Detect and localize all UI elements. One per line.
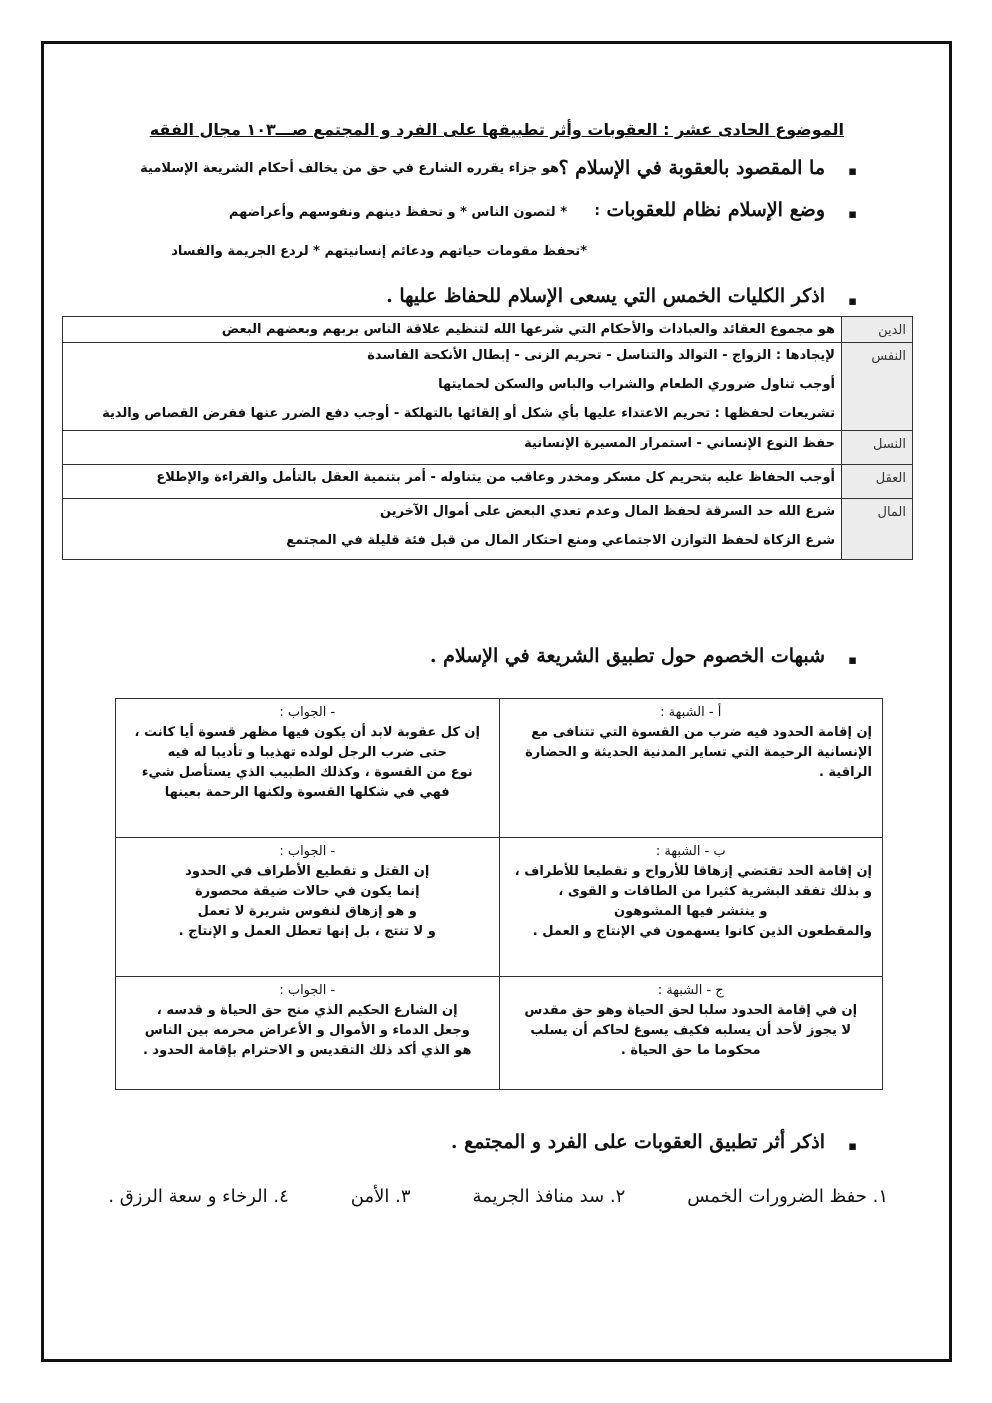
answer-line: و هو إزهاق لنفوس شريرة لا تعمل	[197, 903, 417, 919]
answer-line: فهي في شكلها القسوة ولكنها الرحمة بعينها	[164, 785, 450, 800]
row-text: هو مجموع العقائد والعبادات والأحكام التي شرعها الله لتنظيم علاقة الناس بربهم وبعضهم البعض	[221, 322, 835, 337]
row-label: النسل	[842, 431, 913, 465]
answer-title: - الجواب :	[279, 843, 336, 859]
answer-line: وجعل الدماء و الأموال و الأعراض محرمه بين الناس	[144, 1022, 470, 1038]
answer-line: نوع من القسوة ، وكذلك الطبيب الذي يستأصل شيء	[141, 765, 473, 780]
shubha-line: إن إقامة الحدود فيه ضرب من القسوة التي تتنافى مع	[531, 725, 872, 740]
answer-line: هو الذي أكد ذلك التقديس و الاحترام بإقامة الحدود .	[142, 1042, 472, 1058]
table-row	[63, 317, 913, 343]
table-row	[63, 465, 913, 499]
q1-heading: ما المقصود بالعقوبة في الإسلام ؟	[558, 157, 825, 179]
shubha-line: الإنسانية الرحيمة التي تساير المدنية الحديثة و الحضارة	[525, 745, 872, 760]
shubha-line: و بذلك تفقد البشرية كثيرا من الطاقات و القوى ،	[558, 883, 872, 899]
q5-heading: اذكر أثر تطبيق العقوبات على الفرد و المجتمع .	[450, 1131, 825, 1153]
q2-heading: وضع الإسلام نظام للعقوبات	[606, 199, 825, 221]
row-text: أوجب تناول ضروري الطعام والشراب والباس والسكن لحمايتها	[438, 377, 835, 392]
shubha-line: إن إقامة الحد تقتضي إزهاقا للأرواح و تقطيعا للأطراف ،	[514, 863, 872, 879]
row-text: حفظ النوع الإنساني - استمرار المسيرة الإنسانية	[524, 436, 835, 451]
list-item: ٣. الأمن	[350, 1186, 411, 1207]
row-label: النفس	[842, 343, 913, 431]
bullet-icon: ▪	[848, 653, 857, 668]
row-label: المال	[842, 499, 913, 560]
table-row	[116, 837, 883, 976]
q4-heading: شبهات الخصوم حول تطبيق الشريعة في الإسلام .	[429, 645, 825, 667]
table-row	[63, 499, 913, 560]
bullet-icon: ▪	[848, 207, 857, 222]
shubha-line: و ينتشر فيها المشوهون	[614, 903, 768, 919]
q2-answer-1: * لتصون الناس * و تحفظ دينهم ونفوسهم وأعراضهم	[228, 205, 567, 220]
list-item: ١. حفظ الضرورات الخمس	[687, 1186, 888, 1207]
shubha-line: إن في إقامة الحدود سلبا لحق الحياة وهو حق مقدس	[524, 1002, 858, 1018]
row-label: العقل	[842, 465, 913, 499]
answer-line: و لا تنتج ، بل إنها تعطل العمل و الإنتاج .	[178, 923, 436, 939]
row-text: شرع الله حد السرقة لحفظ المال وعدم تعدي البعض على أموال الآخرين	[380, 504, 835, 519]
q2-colon: :	[594, 203, 600, 219]
answer-line: إن كل عقوبة لابد أن يكون فيها مظهر قسوة أيا كانت ،	[134, 725, 480, 740]
q2-answer-2: *تحفظ مقومات حياتهم ودعائم إنسانيتهم * لردع الجريمة والفساد	[171, 244, 587, 259]
answer-title: - الجواب :	[279, 705, 336, 720]
bullet-icon: ▪	[848, 164, 857, 179]
row-text: أوجب الحفاظ عليه بتحريم كل مسكر ومخدر وعاقب من يتناوله - أمر بتنمية العقل بالتأمل والقراءة والإطلاع	[156, 470, 835, 485]
q3-heading: اذكر الكليات الخمس التي يسعى الإسلام للحفاظ عليها .	[386, 285, 825, 307]
shubha-title: ب - الشبهة :	[655, 843, 726, 859]
list-item: ٤. الرخاء و سعة الرزق .	[108, 1186, 289, 1207]
table-row	[116, 976, 883, 1089]
shubha-title: ج - الشبهة :	[657, 982, 724, 998]
shubuhat-table	[115, 698, 883, 1090]
effects-list	[108, 1186, 888, 1207]
row-label: الدين	[842, 317, 913, 343]
bullet-icon: ▪	[848, 1139, 857, 1154]
answer-title: - الجواب :	[279, 982, 336, 998]
row-text: شرع الزكاة لحفظ التوازن الاجتماعي ومنع احتكار المال من قبل فئة قليلة في المجتمع	[286, 533, 835, 548]
table-row	[116, 699, 883, 838]
answer-line: إن القتل و تقطيع الأطراف في الحدود	[185, 863, 430, 879]
shubha-title: أ - الشبهة :	[660, 705, 722, 720]
kulliyat-table	[62, 316, 913, 560]
answer-line: إن الشارع الحكيم الذي منح حق الحياة و قدسه ،	[156, 1002, 458, 1018]
shubha-line: الراقية .	[818, 765, 872, 780]
list-item: ٢. سد منافذ الجريمة	[472, 1186, 626, 1207]
row-text: تشريعات لحفظها : تحريم الاعتداء عليها بأي شكل أو إلقائها بالتهلكة - أوجب دفع الضرر عنها ففرض القصاص والدية	[102, 406, 835, 421]
bullet-icon: ▪	[848, 294, 857, 309]
answer-line: إنما يكون في حالات ضيقة محصورة	[194, 883, 420, 899]
answer-line: حتى ضرب الرجل لولده تهذيبا و تأديبا له فيه	[167, 745, 447, 760]
table-row	[63, 343, 913, 431]
row-text: لإيجادها : الزواج - التوالد والتناسل - تحريم الزنى - إبطال الأنكحة الفاسدة	[367, 348, 835, 363]
page-title: الموضوع الحادى عشر : العقوبات وأثر تطبيقها على الفرد و المجتمع صـــ١٠٣ مجال الفقه	[149, 120, 844, 139]
shubha-line: لا يجوز لأحد أن يسلبه فكيف يسوغ لحاكم أن يسلب	[530, 1022, 852, 1038]
shubha-line: والمقطعون الذين كانوا يسهمون في الإنتاج و العمل .	[532, 923, 872, 939]
table-row	[63, 431, 913, 465]
shubha-line: محكوما ما حق الحياة .	[620, 1042, 761, 1058]
q1-answer: هو جزاء يقرره الشارع في حق من يخالف أحكام الشريعة الإسلامية	[140, 161, 559, 176]
